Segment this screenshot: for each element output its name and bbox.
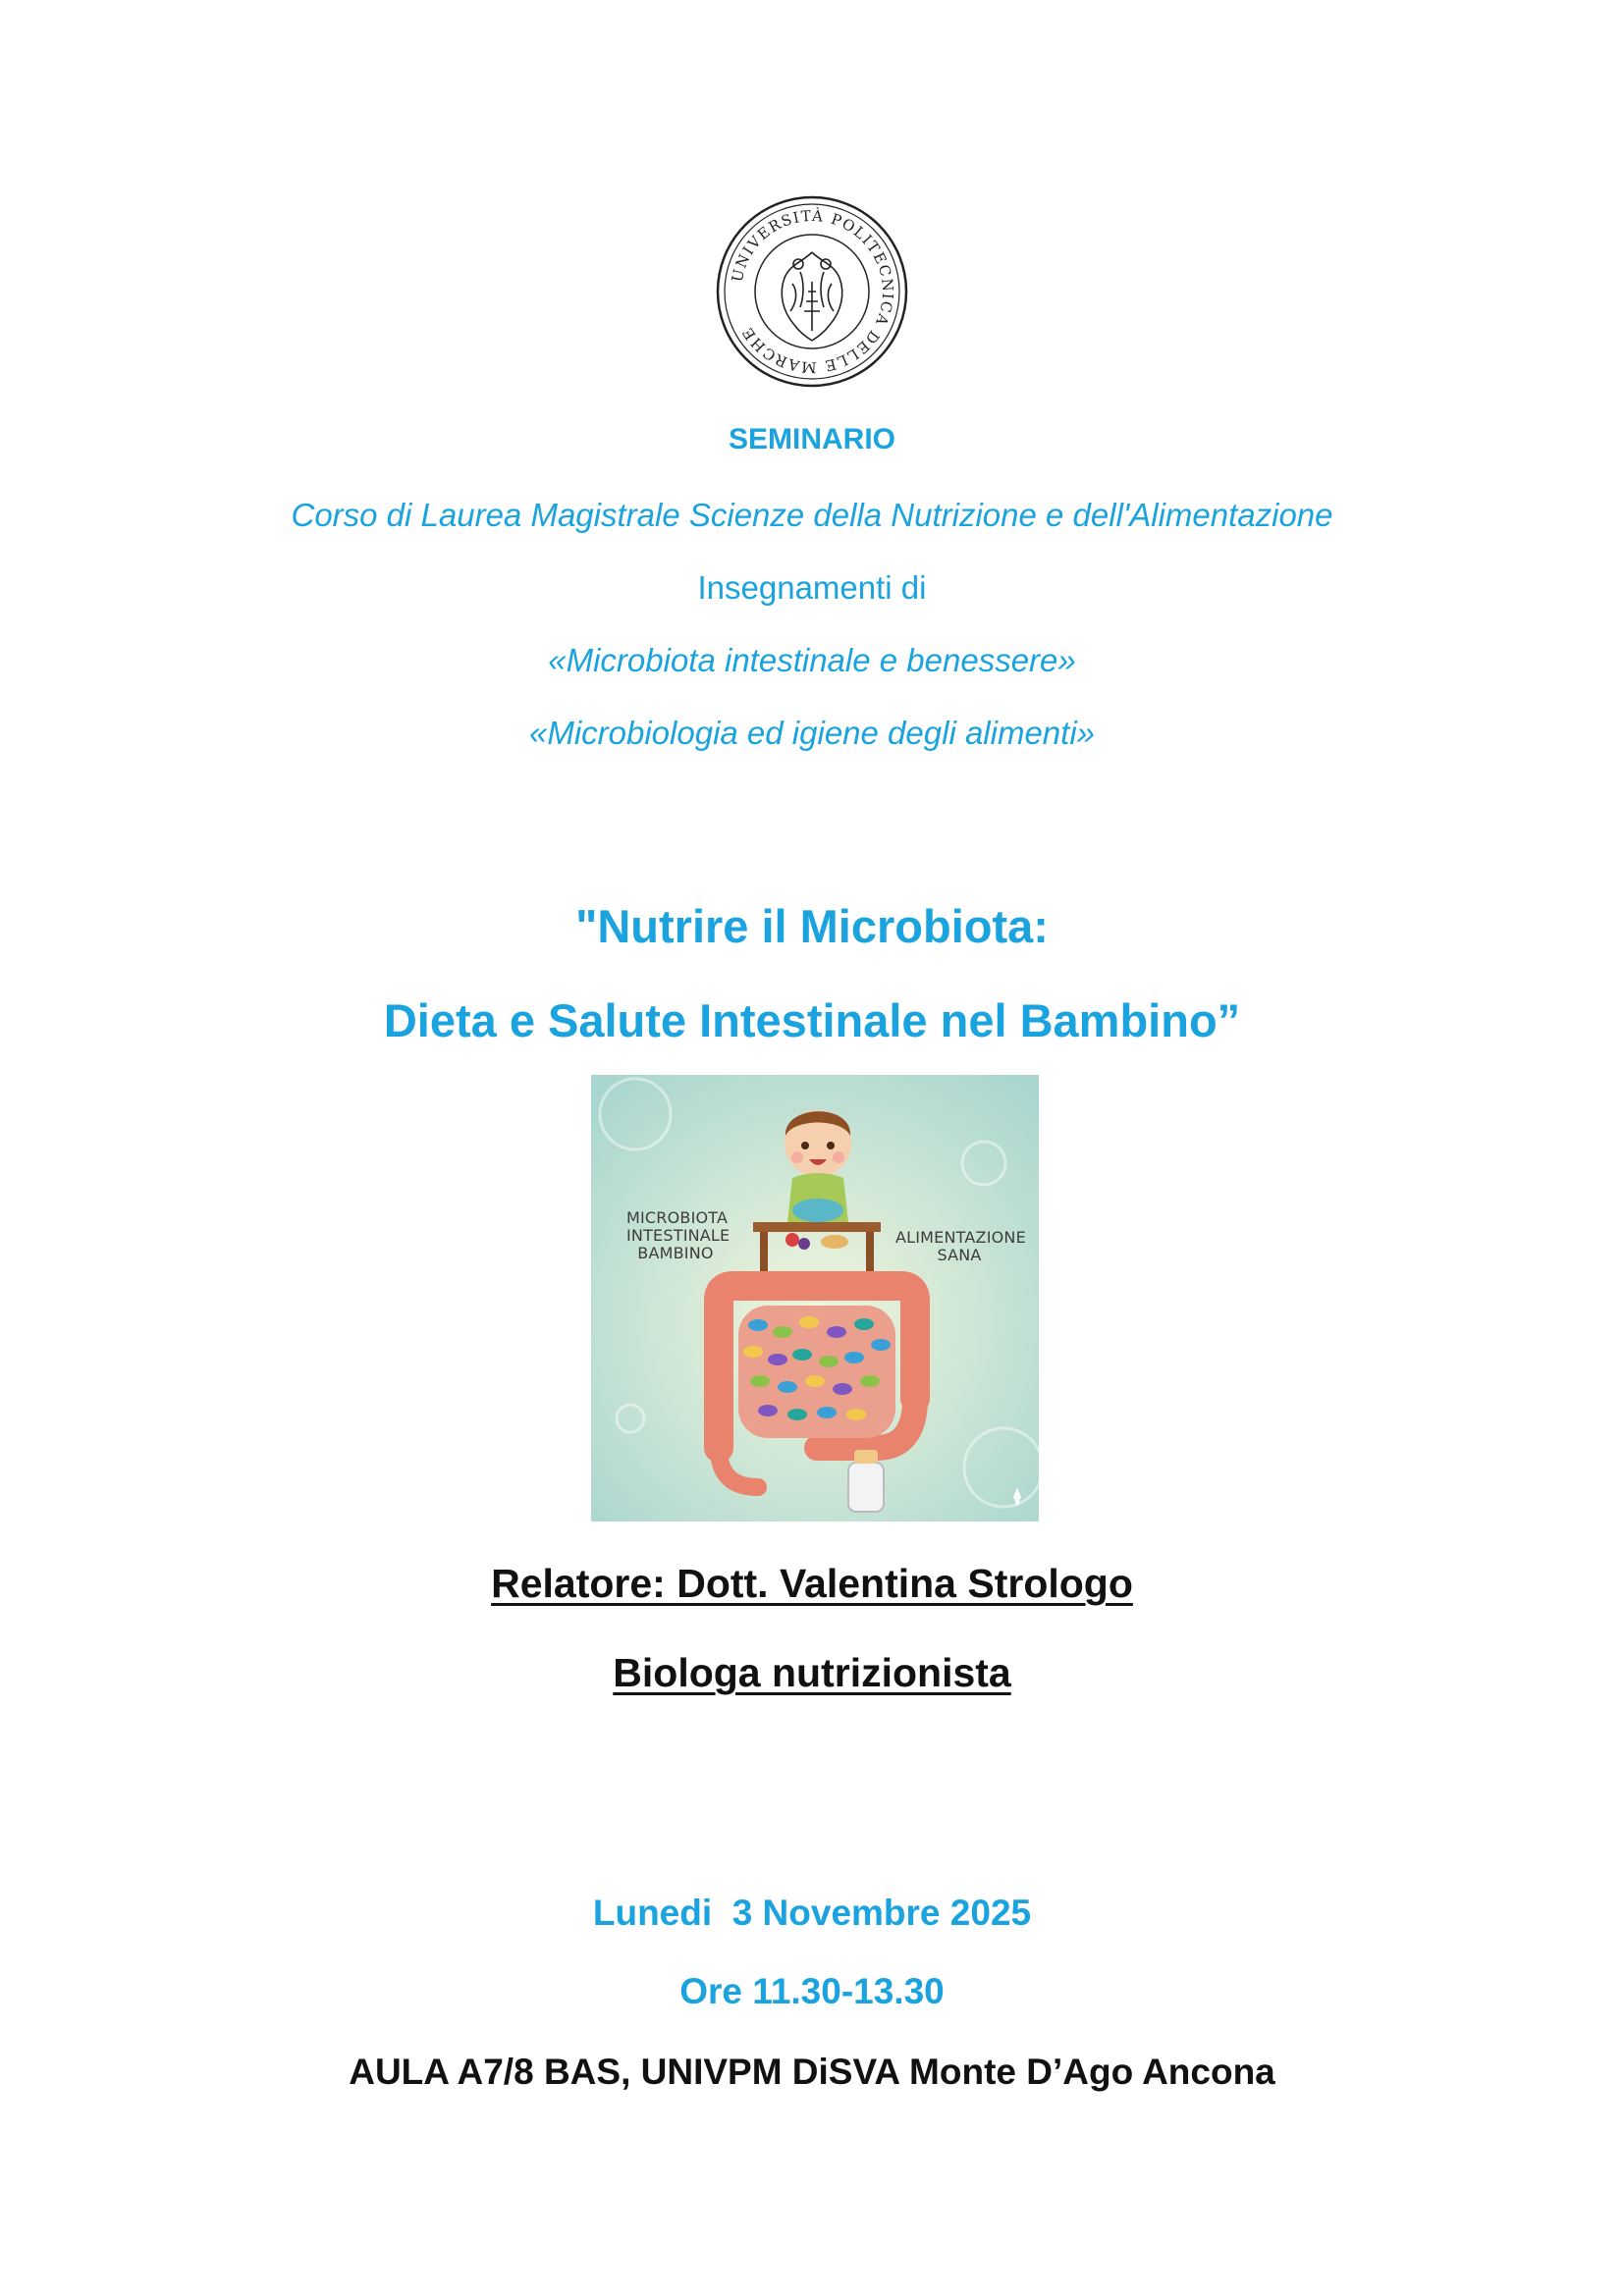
illustration-caption-right: ALIMENTAZIONE SANA: [895, 1228, 1026, 1264]
teachings-intro: Insegnamenti di: [697, 569, 927, 606]
teaching-1: «Microbiota intestinale e benessere»: [548, 642, 1076, 678]
peacocks-emblem: [782, 252, 842, 341]
speaker-name: Relatore: Dott. Valentina Strologo: [491, 1561, 1133, 1606]
title-line-2: Dieta e Salute Intestinale nel Bambino”: [383, 994, 1241, 1046]
bacteria-cluster: [738, 1306, 895, 1438]
illustration-caption-left: MICROBIOTA INTESTINALE BAMBINO: [626, 1208, 731, 1262]
event-time: Ore 11.30-13.30: [679, 1971, 945, 2011]
teaching-2: «Microbiologia ed igiene degli alimenti»: [528, 715, 1096, 751]
speaker-role: Biologa nutrizionista: [613, 1650, 1011, 1695]
course-name: Corso di Laurea Magistrale Scienze della Nutrizione e dell'Alimentazione: [291, 497, 1333, 533]
event-date: Lunedi 3 Novembre 2025: [592, 1893, 1032, 1933]
seminar-label: SEMINARIO: [728, 423, 895, 455]
gut-microbiota-illustration: [591, 1075, 1039, 1522]
seal-ring-text: UNIVERSITÀ POLITECNICA DELLE MARCHE: [728, 206, 897, 377]
title-line-1: "Nutrire il Microbiota:: [575, 900, 1049, 952]
event-location: AULA A7/8 BAS, UNIVPM DiSVA Monte D’Ago Ancona: [349, 2052, 1275, 2092]
university-seal: [714, 193, 910, 390]
